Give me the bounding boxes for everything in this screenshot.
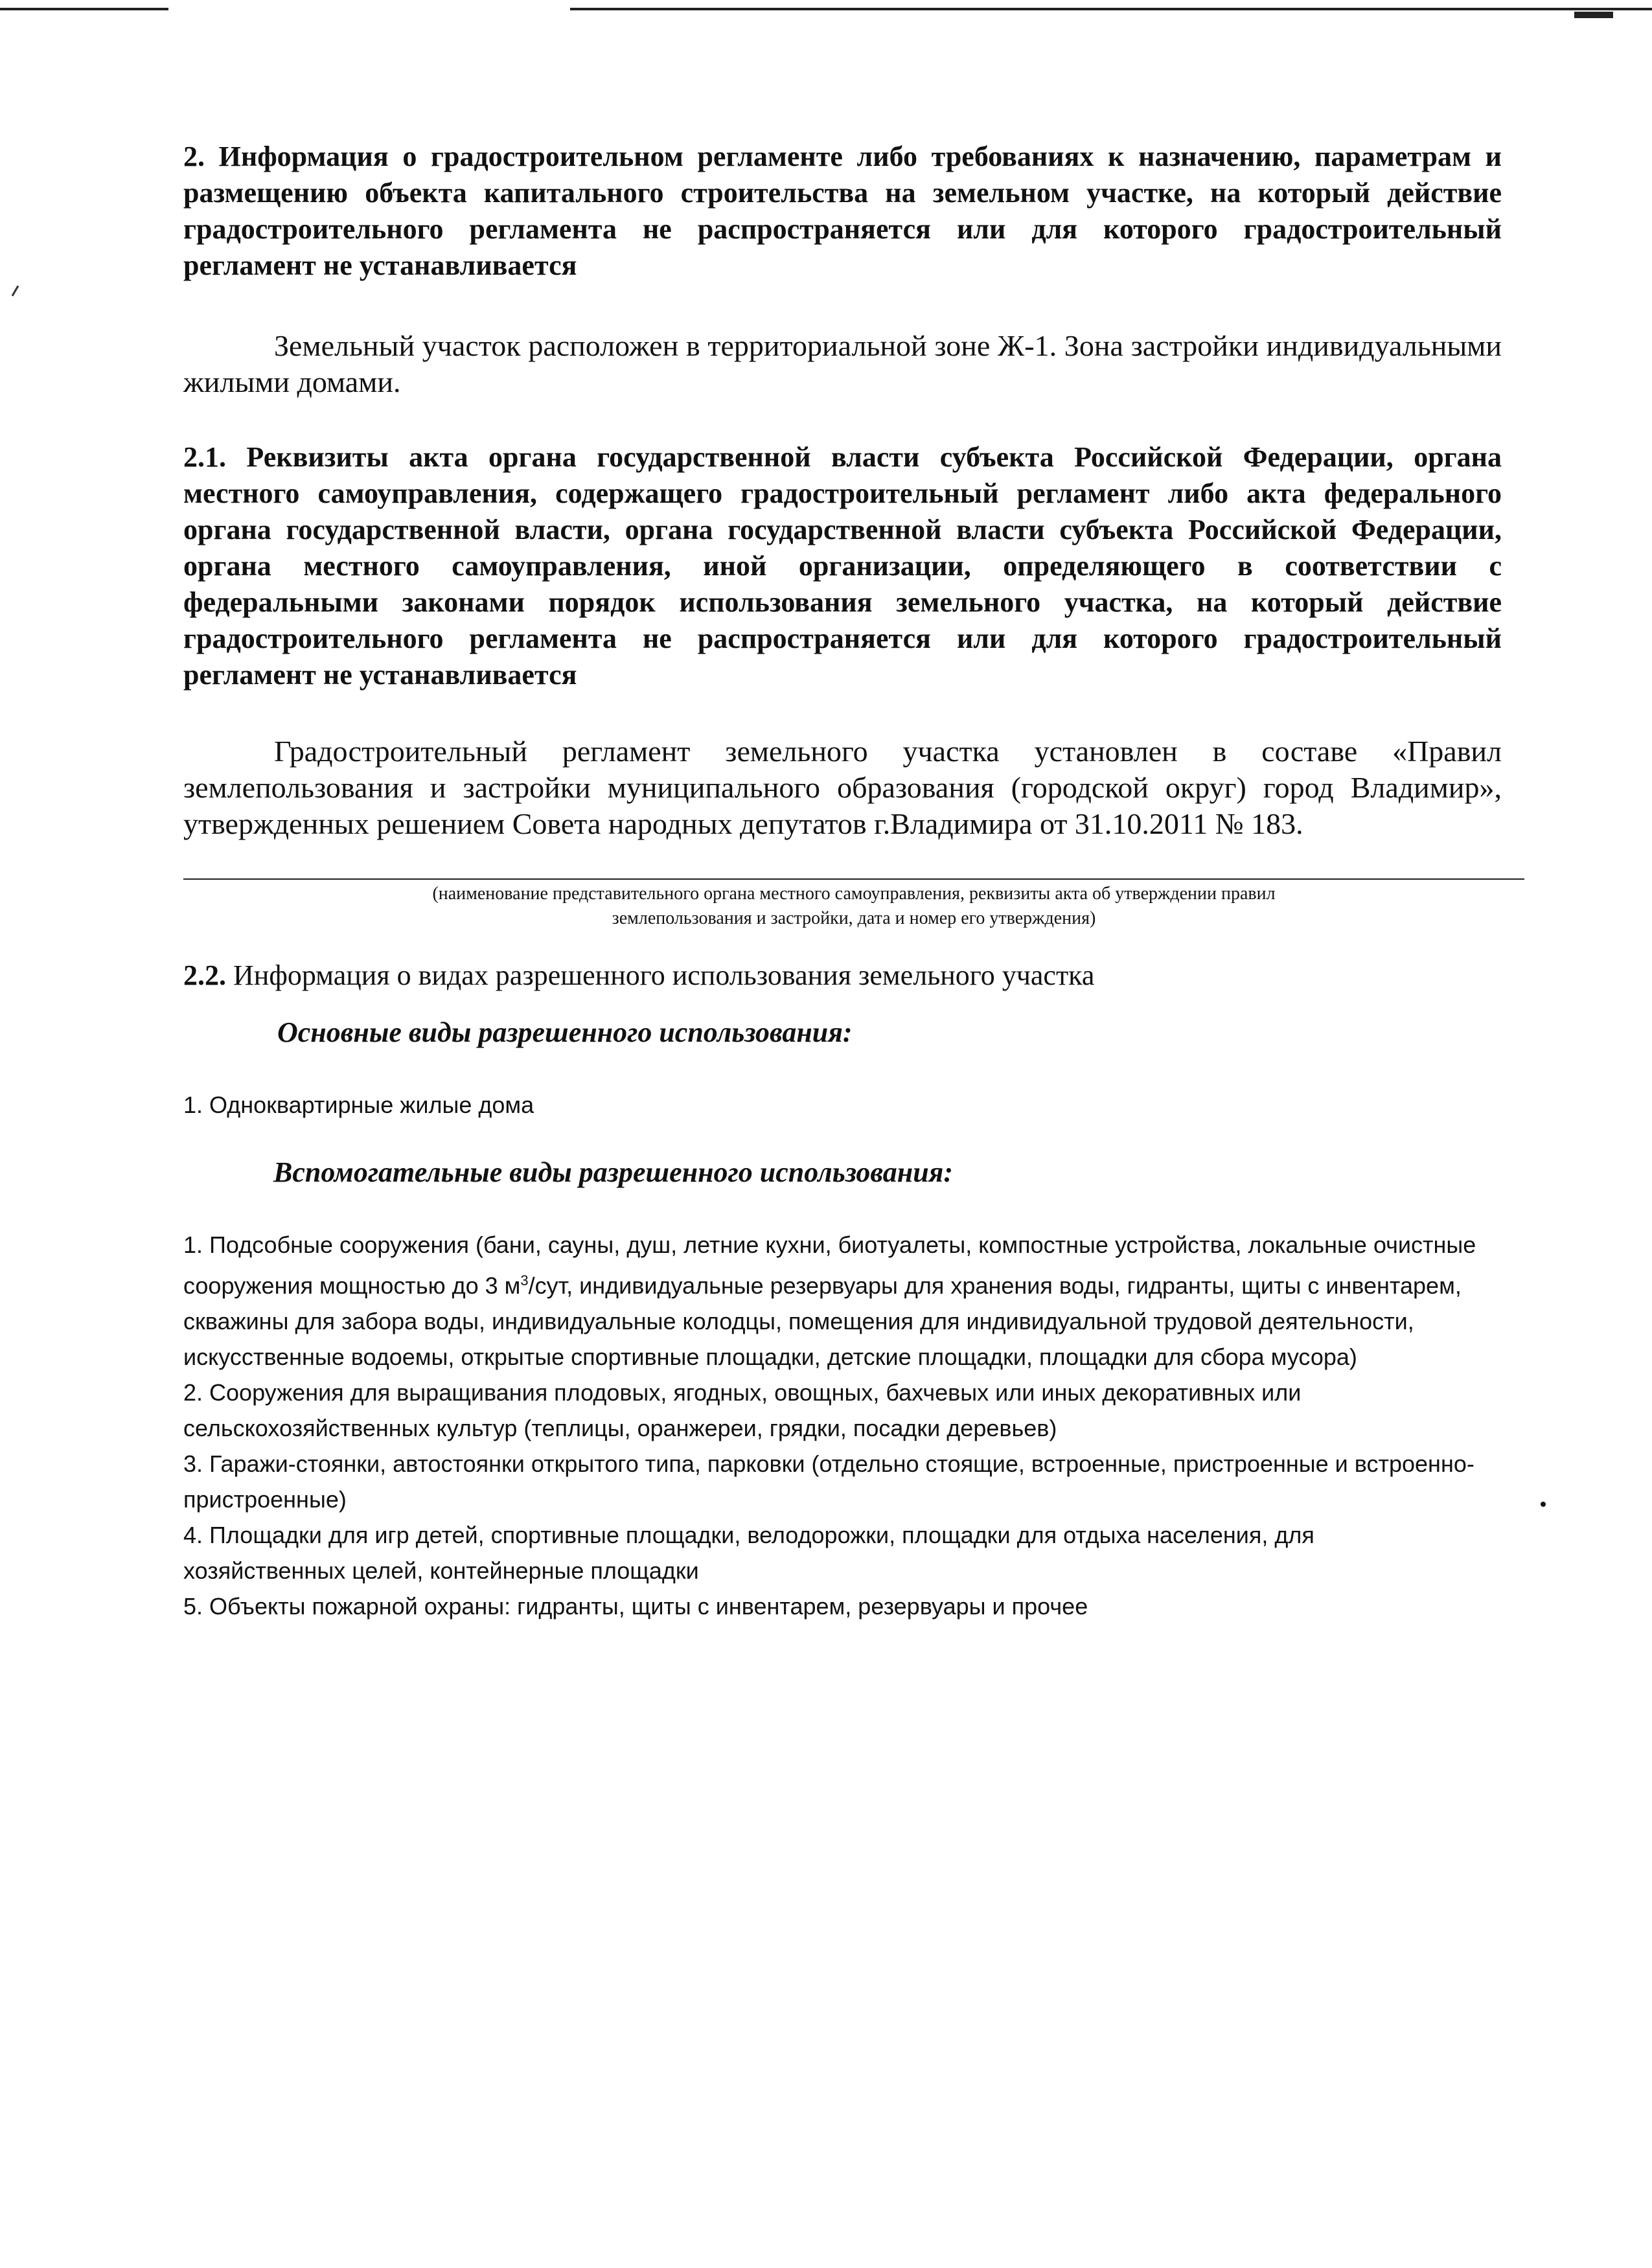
section-2-1-heading: 2.1. Реквизиты акта органа государственной власти субъекта Российской Федерации, органа местного самоуправления, содержащего градостроительный регламент либо акта федерального органа государственной власти, органа государственной власти субъекта Российской Федерации, органа местного самоуправления, иной организации, определяющего в соответствии с федеральными законами порядок использования земельного участка, на который действие градостроительного регламента не распространяется или для которого градостроительный регламент не устанавливается xyxy=(183,441,1502,691)
main-uses-list xyxy=(183,1087,1479,1123)
aux-use-item: 4. Площадки для игр детей, спортивные площадки, велодорожки, площадки для отдыха населения, для хозяйственных целей, контейнерные площадки xyxy=(183,1522,1314,1584)
regulation-caption-line-2: землепользования и застройки, дата и номер его утверждения) xyxy=(612,908,1096,928)
aux-use-item: 2. Сооружения для выращивания плодовых, ягодных, овощных, бахчевых или иных декоративных или сельскохозяйственных культур (теплицы, оранжереи, грядки, посадки деревьев) xyxy=(183,1379,1302,1441)
scan-border-gap xyxy=(168,5,570,13)
aux-uses-heading: Вспомогательные виды разрешенного использования: xyxy=(273,1156,953,1188)
aux-uses-list xyxy=(183,1227,1479,1624)
section-2-2-heading xyxy=(183,957,1502,994)
scan-speck xyxy=(1541,1502,1546,1507)
aux-use-1-text-continued: /сут, индивидуальные резервуары для хранения воды, гидранты, щиты с инвентарем, скважины для забора воды, индивидуальные колодцы, помещения для индивидуальной трудовой деятельности, искусственные водоемы, открытые спортивные площадки, детские площадки, площадки для сбора мусора) xyxy=(183,1272,1462,1370)
regulation-caption-line-1: (наименование представительного органа местного самоуправления, реквизиты акта об утверждении правил xyxy=(432,884,1276,904)
caption-rule xyxy=(183,878,1524,880)
aux-use-1-superscript: 3 xyxy=(520,1272,529,1289)
section-2-2-title: Информация о видах разрешенного использования земельного участка xyxy=(233,959,1095,991)
section-2-heading: 2. Информация о градостроительном регламенте либо требованиях к назначению, параметрам и размещению объекта капитального строительства на земельном участке, на который действие градостроительного регламента не распространяется или для которого градостроительный регламент не устанавливается xyxy=(183,141,1502,281)
aux-use-item: 5. Объекты пожарной охраны: гидранты, щиты с инвентарем, резервуары и прочее xyxy=(183,1593,1088,1620)
zone-paragraph: Земельный участок расположен в территориальной зоне Ж-1. Зона застройки индивидуальными жилыми домами. xyxy=(183,329,1502,398)
scan-corner-mark xyxy=(1574,12,1613,18)
aux-use-1-text: 1. Подсобные сооружения (бани, сауны, душ, летние кухни, биотуалеты, компостные устройства, локальные очистные сооружения мощностью до 3 м xyxy=(183,1231,1476,1299)
aux-use-item: 3. Гаражи-стоянки, автостоянки открытого типа, парковки (отдельно стоящие, встроенные, пристроенные и встроенно-пристроенные) xyxy=(183,1450,1474,1513)
section-2-2-number: 2.2. xyxy=(183,959,226,991)
scan-speck xyxy=(12,285,19,296)
main-uses-heading: Основные виды разрешенного использования: xyxy=(277,1016,853,1048)
main-use-item: 1. Одноквартирные жилые дома xyxy=(183,1092,534,1118)
aux-use-item xyxy=(183,1227,1479,1375)
regulation-paragraph: Градостроительный регламент земельного участка установлен в составе «Правил землепользования и застройки муниципального образования (городской округ) город Владимир», утвержденных решением Совета народных депутатов г.Владимира от 31.10.2011 № 183. xyxy=(183,735,1502,840)
